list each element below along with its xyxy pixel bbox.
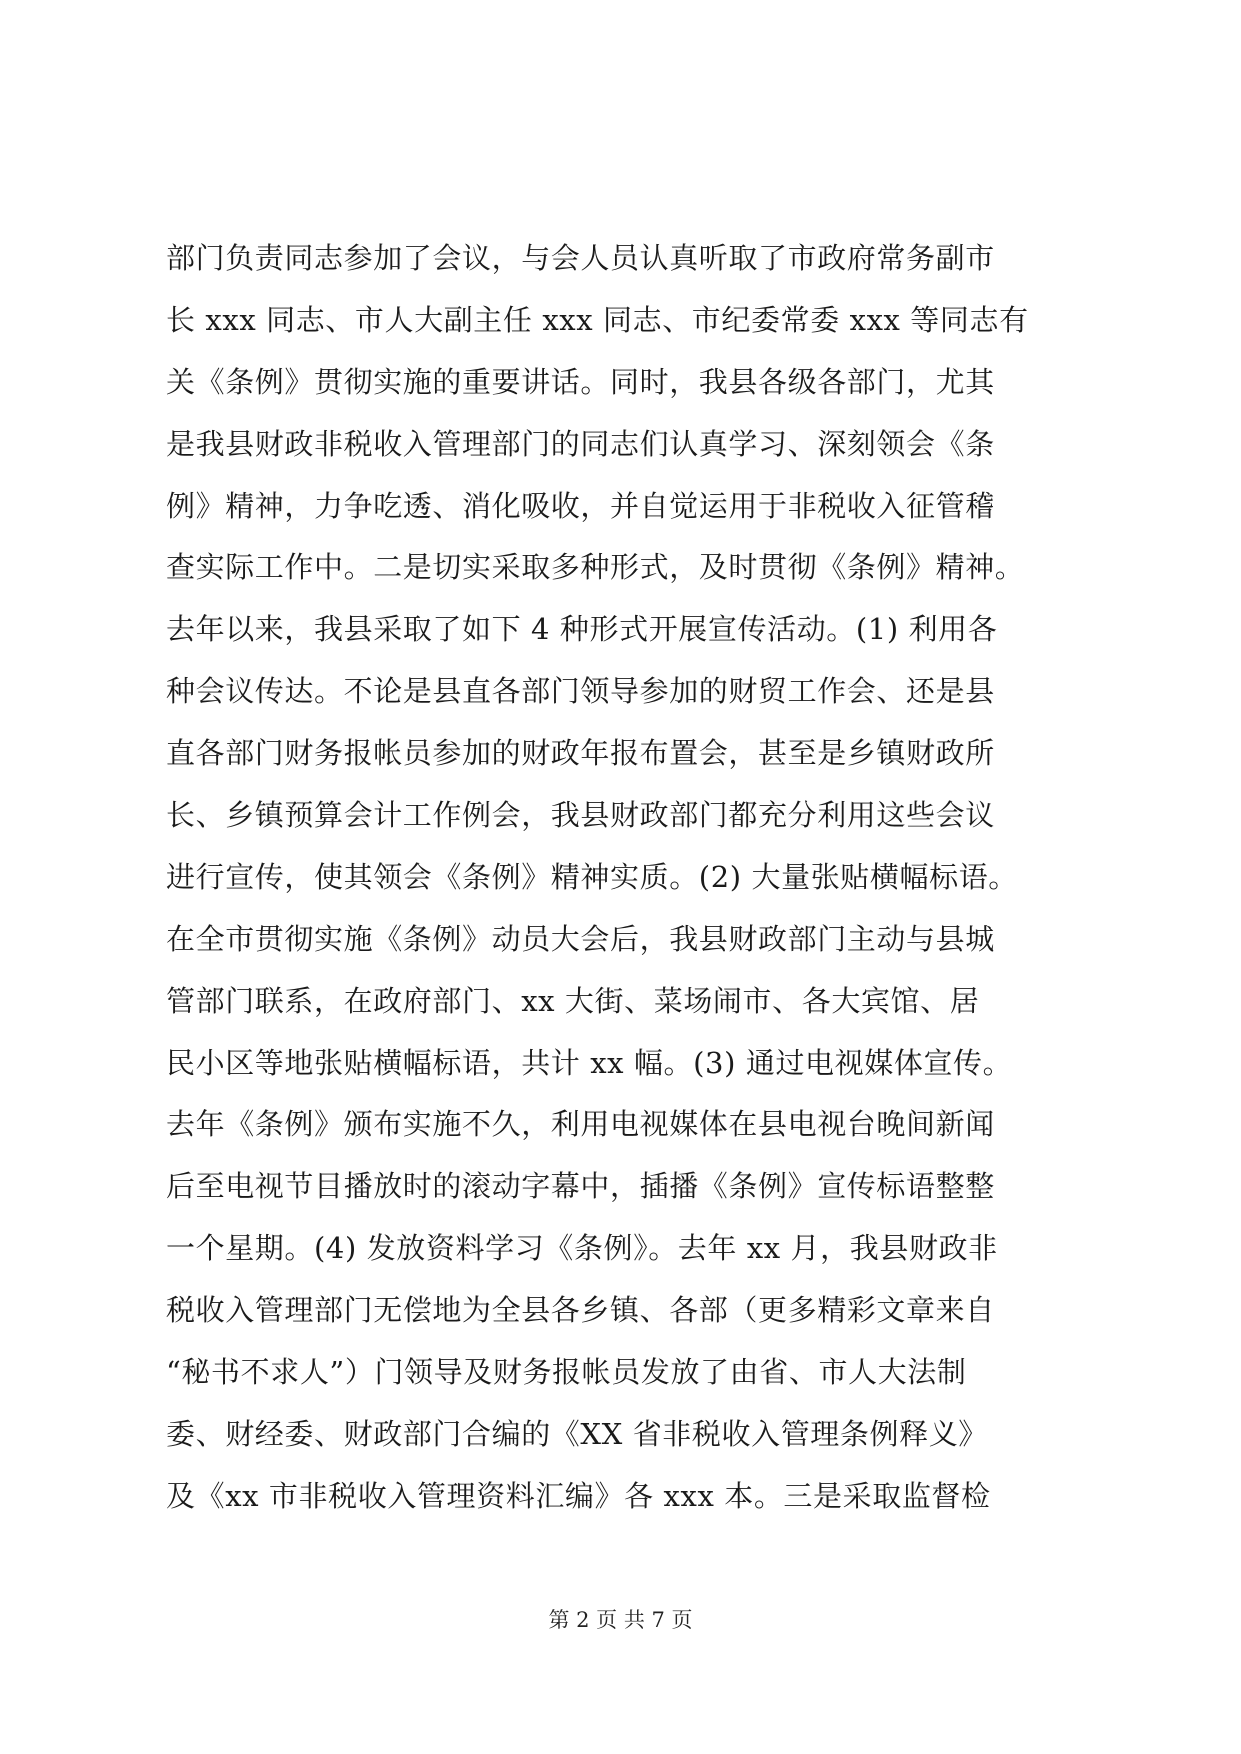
text-line: 一个星期。(4) 发放资料学习《条例》。去年 xx 月，我县财政非	[166, 1231, 998, 1266]
text-line: 后至电视节目播放时的滚动字幕中，插播《条例》宣传标语整整	[166, 1169, 995, 1204]
text-line: 去年以来，我县采取了如下 4 种形式开展宣传活动。(1) 利用各	[166, 612, 998, 647]
text-line: 及《xx 市非税收入管理资料汇编》各 xxx 本。三是采取监督检	[166, 1478, 991, 1513]
text-line: 例》精神，力争吃透、消化吸收，并自觉运用于非税收入征管稽	[166, 488, 995, 523]
text-line: 民小区等地张贴横幅标语，共计 xx 幅。(3) 通过电视媒体宣传。	[166, 1045, 1013, 1080]
page-footer	[0, 1605, 1241, 1635]
text-line: 委、财经委、财政部门合编的《XX 省非税收入管理条例释义》	[166, 1416, 988, 1451]
page-number-label: 第 2 页 共 7 页	[548, 1608, 693, 1632]
text-line: “秘书不求人”）门领导及财务报帐员发放了由省、市人大法制	[166, 1355, 967, 1390]
text-line: 直各部门财务报帐员参加的财政年报布置会，甚至是乡镇财政所	[166, 736, 995, 771]
text-line: 税收入管理部门无偿地为全县各乡镇、各部（更多精彩文章来自	[166, 1293, 995, 1328]
text-line: 种会议传达。不论是县直各部门领导参加的财贸工作会、还是县	[166, 674, 995, 709]
text-line: 去年《条例》颁布实施不久，利用电视媒体在县电视台晚间新闻	[166, 1107, 995, 1142]
text-line: 在全市贯彻实施《条例》动员大会后，我县财政部门主动与县城	[166, 921, 995, 956]
text-line: 部门负责同志参加了会议，与会人员认真听取了市政府常务副市	[166, 241, 995, 275]
text-line: 是我县财政非税收入管理部门的同志们认真学习、深刻领会《条	[166, 426, 995, 461]
text-line: 进行宣传，使其领会《条例》精神实质。(2) 大量张贴横幅标语。	[166, 859, 1018, 894]
text-line: 长 xxx 同志、市人大副主任 xxx 同志、市纪委常委 xxx 等同志有	[166, 302, 1029, 337]
text-line: 查实际工作中。二是切实采取多种形式，及时贯彻《条例》精神。	[166, 550, 1025, 585]
text-line: 长、乡镇预算会计工作例会，我县财政部门都充分利用这些会议	[166, 798, 995, 833]
text-line: 关《条例》贯彻实施的重要讲话。同时，我县各级各部门，尤其	[166, 364, 995, 399]
text-line: 管部门联系，在政府部门、xx 大街、菜场闹市、各大宾馆、居	[166, 983, 980, 1018]
body-text	[166, 228, 1086, 1528]
